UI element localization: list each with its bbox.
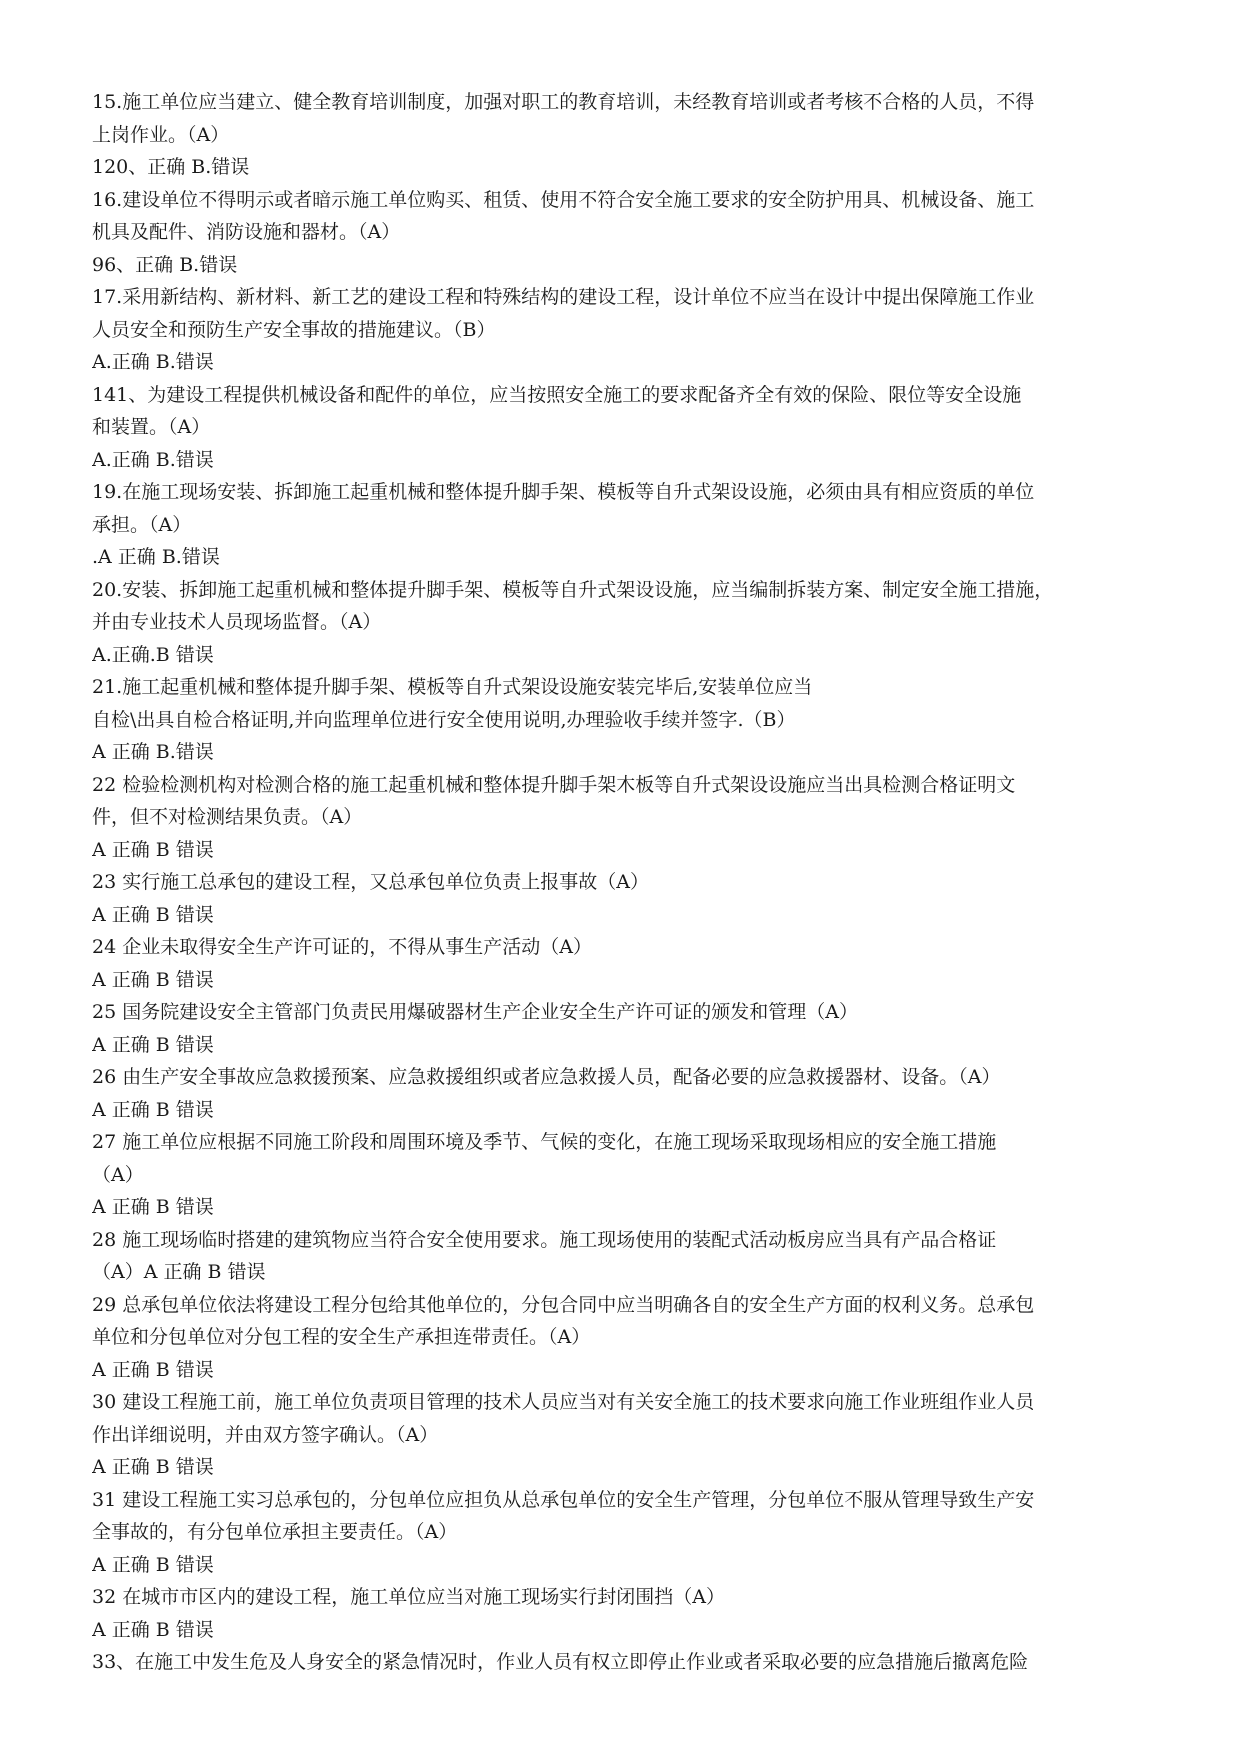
- text-line: A 正确 B 错误: [92, 968, 214, 991]
- text-line: 96、正确 B.错误: [92, 253, 238, 276]
- text-line: A.正确 B.错误: [92, 351, 214, 373]
- text-line: 31 建设工程施工实习总承包的，分包单位应担负从总承包单位的安全生产管理，分包单位不服从管理导致生产安: [92, 1488, 1035, 1511]
- text-line: 25 国务院建设安全主管部门负责民用爆破器材生产企业安全生产许可证的颁发和管理（A）: [92, 1001, 858, 1023]
- text-line: 上岗作业。（A）: [92, 123, 230, 146]
- text-line: （A）A 正确 B 错误: [92, 1261, 266, 1283]
- text-line: A 正确 B 错误: [92, 1456, 214, 1478]
- text-line: 人员安全和预防生产安全事故的措施建议。（B）: [92, 318, 496, 341]
- text-line: A.正确 B.错误: [92, 448, 214, 471]
- text-line: 26 由生产安全事故应急救援预案、应急救援组织或者应急救援人员，配备必要的应急救援器材、设备。（A）: [92, 1066, 1001, 1088]
- text-line: 27 施工单位应根据不同施工阶段和周围环境及季节、气候的变化，在施工现场采取现场相应的安全施工措施: [92, 1131, 997, 1153]
- text-line: A 正确 B.错误: [92, 741, 214, 763]
- text-line: A 正确 B 错误: [92, 838, 214, 861]
- text-line: 29 总承包单位依法将建设工程分包给其他单位的，分包合同中应当明确各自的安全生产方面的权利义务。总承包: [92, 1293, 1035, 1316]
- text-line: A 正确 B 错误: [92, 1098, 214, 1121]
- text-line: 28 施工现场临时搭建的建筑物应当符合安全使用要求。施工现场使用的装配式活动板房应当具有产品合格证: [92, 1228, 997, 1251]
- text-line: 33、在施工中发生危及人身安全的紧急情况时，作业人员有权立即停止作业或者采取必要的应急措施后撤离危险: [92, 1651, 1029, 1673]
- text-line: A 正确 B 错误: [92, 1358, 214, 1381]
- text-line: 16.建设单位不得明示或者暗示施工单位购买、租赁、使用不符合安全施工要求的安全防护用具、机械设备、施工: [92, 188, 1035, 211]
- text-line: 机具及配件、消防设施和器材。（A）: [92, 221, 401, 243]
- text-line: 30 建设工程施工前，施工单位负责项目管理的技术人员应当对有关安全施工的技术要求向施工作业班组作业人员: [92, 1391, 1035, 1413]
- text-line: （A）: [92, 1163, 144, 1186]
- text-line: 和装置。（A）: [92, 416, 211, 438]
- text-line: 20.安装、拆卸施工起重机械和整体提升脚手架、模板等自升式架设设施，应当编制拆装方案、制定安全施工措施，: [92, 578, 1054, 601]
- text-line: A 正确 B 错误: [92, 1618, 214, 1641]
- text-line: A 正确 B 错误: [92, 1033, 214, 1056]
- text-line: 承担。（A）: [92, 513, 192, 536]
- text-line: 141、为建设工程提供机械设备和配件的单位，应当按照安全施工的要求配备齐全有效的保险、限位等安全设施: [92, 383, 1022, 406]
- text-line: 并由专业技术人员现场监督。（A）: [92, 611, 382, 633]
- text-line: A 正确 B 错误: [92, 1196, 214, 1218]
- text-line: 17.采用新结构、新材料、新工艺的建设工程和特殊结构的建设工程，设计单位不应当在设计中提出保障施工作业: [92, 286, 1035, 308]
- text-line: 自检\出具自检合格证明,并向监理单位进行安全使用说明,办理验收手续并签字.（B）: [92, 708, 796, 731]
- text-line: 24 企业未取得安全生产许可证的，不得从事生产活动（A）: [92, 936, 592, 958]
- text-line: A 正确 B 错误: [92, 903, 214, 926]
- text-line: A.正确.B 错误: [92, 643, 214, 666]
- text-line: 15.施工单位应当建立、健全教育培训制度，加强对职工的教育培训，未经教育培训或者考核不合格的人员，不得: [92, 91, 1035, 113]
- text-line: 件，但不对检测结果负责。（A）: [92, 806, 363, 828]
- text-line: 全事故的，有分包单位承担主要责任。（A）: [92, 1521, 458, 1543]
- text-line: 单位和分包单位对分包工程的安全生产承担连带责任。（A）: [92, 1326, 591, 1348]
- text-line: 作出详细说明，并由双方签字确认。（A）: [92, 1423, 439, 1446]
- text-line: 22 检验检测机构对检测合格的施工起重机械和整体提升脚手架木板等自升式架设设施应当出具检测合格证明文: [92, 773, 1016, 796]
- text-line: 120、正确 B.错误: [92, 156, 250, 178]
- text-line: A 正确 B 错误: [92, 1553, 214, 1576]
- text-line: .A 正确 B.错误: [92, 546, 220, 568]
- text-line: 19.在施工现场安装、拆卸施工起重机械和整体提升脚手架、模板等自升式架设设施，必须由具有相应资质的单位: [92, 481, 1035, 503]
- text-line: 21.施工起重机械和整体提升脚手架、模板等自升式架设设施安装完毕后,安装单位应当: [92, 676, 813, 698]
- text-line: 32 在城市市区内的建设工程，施工单位应当对施工现场实行封闭围挡（A）: [92, 1586, 725, 1608]
- text-line: 23 实行施工总承包的建设工程，又总承包单位负责上报事故（A）: [92, 871, 649, 893]
- document-text-body: [92, 86, 1165, 1679]
